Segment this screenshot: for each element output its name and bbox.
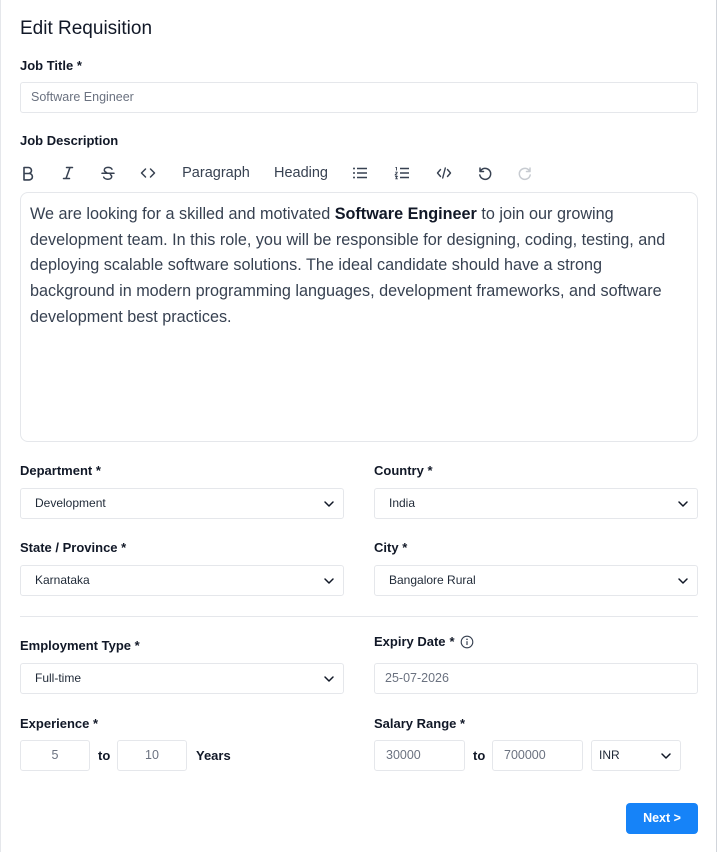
country-select[interactable] (374, 488, 698, 519)
salary-range-label-text: Salary Range (374, 716, 457, 731)
required-mark: * (449, 634, 455, 649)
country-value: India (389, 496, 416, 510)
city-label (374, 540, 407, 555)
state-label-text: State / Province (20, 540, 118, 555)
editor-toolbar (20, 160, 560, 186)
salary-range-label (374, 716, 465, 731)
job-title-input[interactable] (20, 82, 698, 113)
salary-min-value: 30000 (386, 748, 421, 762)
chevron-down-icon (322, 497, 336, 511)
department-label-text: Department (20, 463, 93, 478)
code-block-icon[interactable] (435, 160, 453, 186)
bold-icon[interactable] (20, 160, 36, 186)
employment-type-value: Full-time (35, 671, 82, 685)
job-description-editor[interactable] (20, 192, 698, 442)
experience-min-input[interactable] (20, 740, 90, 771)
section-divider (20, 616, 698, 617)
job-description-label: Job Description (20, 133, 119, 148)
required-mark: * (427, 463, 433, 478)
department-value: Development (35, 496, 106, 510)
description-text-start: We are looking for a skilled and motivated (30, 205, 335, 223)
country-label-text: Country (374, 463, 424, 478)
redo-icon[interactable] (516, 160, 534, 186)
job-title-value: Software Engineer (31, 90, 134, 104)
description-text-end: to join our growing development team. In this role, you will be responsible for designing, coding, testing, and deploying scalable software solutions. The ideal candidate should have a strong background in modern programming languages, development frameworks, and software development best practices. (30, 205, 666, 326)
employment-type-select[interactable] (20, 663, 344, 694)
chevron-down-icon (659, 749, 673, 763)
job-description-text (30, 202, 688, 331)
dialog-title: Edit Requisition (20, 18, 153, 39)
experience-max-input[interactable] (117, 740, 187, 771)
ordered-list-icon[interactable] (393, 160, 411, 186)
chevron-down-icon (676, 574, 690, 588)
currency-value: INR (599, 748, 620, 762)
required-mark: * (134, 638, 140, 653)
required-mark: * (93, 716, 99, 731)
chevron-down-icon (322, 672, 336, 686)
salary-max-input[interactable] (492, 740, 583, 771)
chevron-down-icon (676, 497, 690, 511)
paragraph-button[interactable]: Paragraph (182, 165, 250, 181)
salary-max-value: 700000 (504, 748, 546, 762)
experience-label (20, 716, 98, 731)
experience-to-label: to (98, 748, 111, 763)
job-title-label-text: Job Title (20, 58, 74, 73)
italic-icon[interactable] (60, 160, 76, 186)
next-button[interactable]: Next > (626, 803, 698, 834)
strikethrough-icon[interactable] (100, 160, 116, 186)
description-bold-text: Software Engineer (334, 205, 477, 223)
job-title-label (20, 58, 82, 73)
chevron-down-icon (322, 574, 336, 588)
info-icon[interactable] (460, 635, 474, 649)
state-value: Karnataka (35, 573, 90, 587)
department-select[interactable] (20, 488, 344, 519)
expiry-date-value: 25-07-2026 (385, 671, 449, 685)
required-mark: * (121, 540, 127, 555)
salary-to-label: to (473, 748, 486, 763)
state-select[interactable] (20, 565, 344, 596)
required-mark: * (95, 463, 101, 478)
bullet-list-icon[interactable] (352, 160, 368, 186)
experience-label-text: Experience (20, 716, 90, 731)
experience-min-value: 5 (51, 748, 59, 762)
state-label (20, 540, 126, 555)
employment-type-label-text: Employment Type (20, 638, 132, 653)
department-label (20, 463, 101, 478)
country-label (374, 463, 433, 478)
required-mark: * (76, 58, 82, 73)
experience-max-value: 10 (145, 748, 159, 762)
city-value: Bangalore Rural (389, 573, 476, 587)
expiry-date-input[interactable] (374, 663, 698, 694)
employment-type-label (20, 638, 140, 653)
experience-unit-label: Years (196, 748, 231, 763)
required-mark: * (402, 540, 408, 555)
required-mark: * (460, 716, 466, 731)
expiry-date-label (374, 634, 474, 649)
undo-icon[interactable] (476, 160, 494, 186)
city-select[interactable] (374, 565, 698, 596)
salary-min-input[interactable] (374, 740, 465, 771)
heading-button[interactable]: Heading (273, 165, 328, 181)
code-icon[interactable] (139, 160, 157, 186)
city-label-text: City (374, 540, 399, 555)
currency-select[interactable] (591, 740, 681, 771)
expiry-date-label-text: Expiry Date (374, 634, 446, 649)
